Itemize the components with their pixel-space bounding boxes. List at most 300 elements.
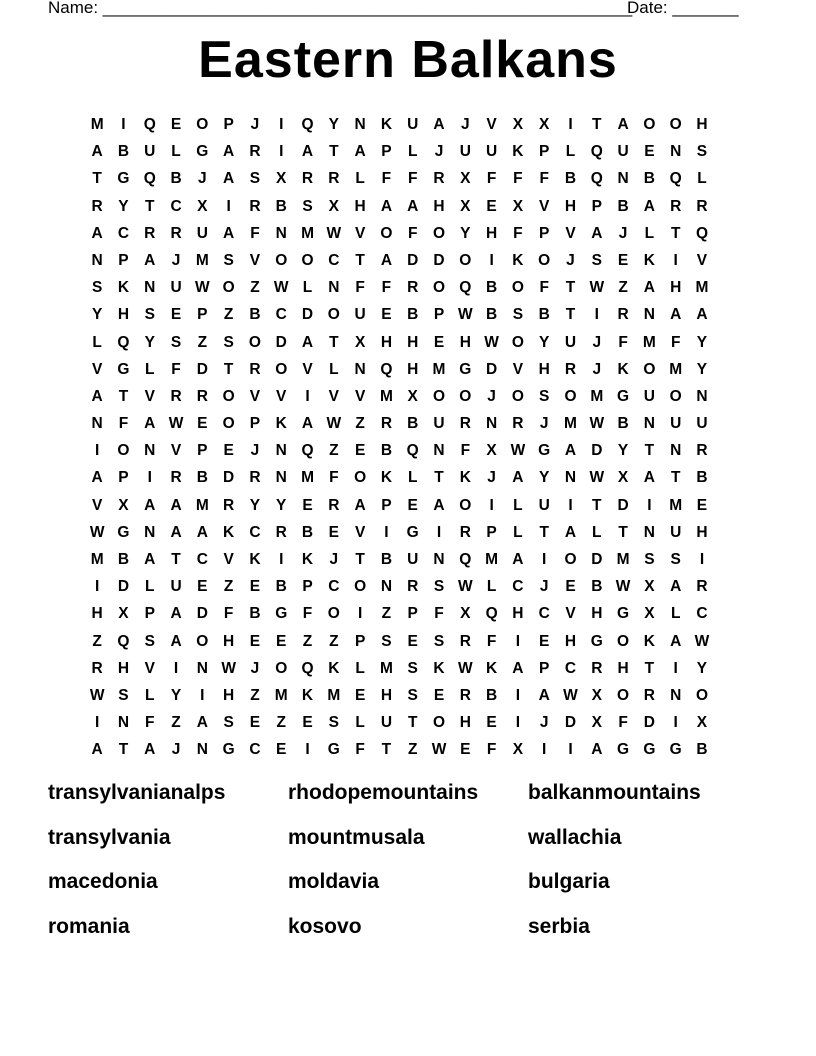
- grid-letter: O: [643, 360, 656, 378]
- grid-letter: H: [538, 360, 550, 378]
- grid-letter: O: [564, 551, 577, 568]
- grid-letter: U: [486, 143, 498, 161]
- grid-letter: L: [697, 170, 707, 188]
- grid-letter: O: [380, 224, 393, 242]
- word-row: [48, 823, 768, 868]
- grid-letter: U: [170, 578, 182, 596]
- grid-letter: R: [617, 306, 629, 324]
- grid-letter: N: [275, 224, 287, 242]
- grid-letter: L: [644, 224, 655, 242]
- grid-letter: R: [696, 578, 708, 596]
- grid-letter: A: [91, 741, 103, 759]
- grid-letter: A: [144, 415, 156, 433]
- grid-letter: F: [670, 333, 681, 351]
- grid-letter: E: [539, 632, 550, 650]
- grid-letter: S: [644, 551, 655, 568]
- grid-row: [84, 628, 715, 655]
- grid-letter: R: [91, 197, 103, 215]
- grid-letter: K: [380, 116, 393, 133]
- grid-letter: W: [326, 415, 342, 433]
- grid-letter: C: [196, 551, 208, 568]
- grid-letter: A: [354, 143, 366, 161]
- grid-letter: A: [564, 523, 577, 541]
- grid-letter: Q: [143, 170, 156, 188]
- grid-letter: V: [354, 224, 366, 242]
- grid-letter: T: [223, 360, 234, 378]
- grid-letter: M: [195, 496, 209, 514]
- grid-letter: U: [670, 523, 682, 541]
- grid-letter: S: [118, 686, 129, 704]
- grid-letter: P: [381, 496, 392, 514]
- grid-row: [84, 546, 715, 573]
- grid-letter: Q: [590, 143, 603, 161]
- grid-letter: X: [696, 714, 708, 732]
- grid-letter: S: [407, 686, 418, 704]
- grid-letter: I: [94, 578, 100, 596]
- grid-letter: B: [380, 551, 393, 568]
- grid-letter: K: [223, 523, 235, 541]
- grid-letter: R: [459, 415, 471, 433]
- grid-letter: X: [644, 605, 655, 623]
- grid-letter: I: [173, 659, 179, 677]
- grid-letter: C: [564, 659, 577, 677]
- grid-letter: A: [301, 333, 314, 351]
- grid-letter: Y: [276, 496, 287, 514]
- grid-letter: I: [305, 741, 310, 759]
- grid-letter: F: [171, 360, 181, 378]
- grid-letter: B: [696, 741, 708, 759]
- grid-letter: A: [170, 523, 182, 541]
- grid-letter: A: [170, 496, 182, 514]
- grid-letter: N: [433, 442, 445, 460]
- grid-letter: O: [459, 387, 472, 405]
- grid-letter: Z: [223, 578, 234, 596]
- grid-letter: K: [512, 251, 524, 269]
- grid-row: [84, 437, 715, 464]
- grid-letter: L: [145, 360, 155, 378]
- grid-letter: Q: [695, 224, 708, 242]
- grid-letter: S: [91, 279, 103, 297]
- grid-letter: A: [144, 496, 156, 514]
- grid-letter: I: [279, 116, 284, 133]
- word-list-item: balkanmountains: [528, 781, 701, 804]
- grid-letter: T: [118, 741, 129, 759]
- grid-letter: W: [273, 279, 289, 297]
- grid-letter: W: [484, 333, 499, 351]
- grid-letter: A: [591, 741, 603, 759]
- grid-letter: X: [460, 197, 471, 215]
- grid-letter: H: [223, 632, 235, 650]
- grid-letter: E: [170, 116, 182, 133]
- grid-letter: B: [117, 551, 130, 568]
- grid-letter: A: [223, 170, 235, 188]
- grid-letter: P: [223, 116, 234, 133]
- grid-row: [84, 492, 715, 519]
- grid-letter: D: [223, 469, 235, 487]
- grid-letter: F: [513, 170, 523, 188]
- grid-letter: M: [669, 496, 683, 514]
- grid-row: [84, 519, 715, 546]
- grid-letter: E: [565, 578, 576, 596]
- grid-letter: P: [197, 442, 208, 460]
- grid-letter: O: [327, 306, 340, 324]
- grid-letter: C: [538, 605, 550, 623]
- grid-letter: O: [432, 714, 446, 732]
- grid-letter: H: [117, 306, 130, 324]
- grid-letter: N: [380, 578, 393, 596]
- grid-letter: M: [616, 551, 630, 568]
- grid-letter: X: [617, 469, 629, 487]
- grid-letter: Q: [117, 333, 130, 351]
- grid-letter: I: [673, 251, 678, 269]
- grid-letter: Z: [276, 714, 286, 732]
- grid-letter: Q: [301, 442, 314, 460]
- grid-letter: E: [170, 306, 182, 324]
- grid-letter: I: [542, 551, 547, 568]
- grid-letter: O: [354, 578, 367, 596]
- grid-letter: T: [171, 551, 181, 568]
- grid-letter: L: [565, 143, 576, 161]
- grid-letter: N: [91, 251, 103, 269]
- grid-letter: L: [329, 360, 339, 378]
- letter-grid: [84, 111, 715, 764]
- grid-letter: B: [170, 170, 182, 188]
- grid-letter: T: [329, 143, 339, 161]
- grid-letter: B: [249, 306, 261, 324]
- grid-letter: V: [276, 387, 287, 405]
- grid-letter: Y: [696, 360, 708, 378]
- grid-letter: F: [539, 170, 549, 188]
- grid-letter: O: [275, 659, 288, 677]
- grid-letter: Q: [301, 659, 314, 677]
- grid-row: [84, 247, 715, 274]
- grid-letter: Y: [144, 333, 155, 351]
- grid-letter: R: [380, 415, 393, 433]
- grid-letter: X: [276, 170, 287, 188]
- grid-row: [84, 356, 715, 383]
- grid-letter: B: [407, 415, 419, 433]
- grid-letter: W: [510, 442, 526, 460]
- word-row: [48, 867, 768, 912]
- grid-letter: V: [249, 251, 261, 269]
- grid-letter: F: [223, 605, 234, 623]
- grid-letter: D: [564, 714, 577, 732]
- grid-letter: B: [380, 442, 393, 460]
- grid-letter: X: [512, 116, 524, 133]
- grid-letter: T: [145, 197, 155, 215]
- grid-letter: J: [592, 360, 602, 378]
- grid-letter: E: [407, 496, 418, 514]
- grid-letter: R: [170, 224, 182, 242]
- grid-letter: I: [94, 714, 100, 732]
- grid-letter: L: [171, 143, 181, 161]
- grid-letter: R: [459, 632, 471, 650]
- grid-letter: Z: [329, 632, 339, 650]
- grid-letter: W: [589, 279, 605, 297]
- grid-letter: N: [144, 523, 156, 541]
- grid-letter: I: [279, 143, 284, 161]
- page-title: Eastern Balkans: [198, 31, 618, 89]
- grid-letter: J: [618, 224, 628, 242]
- grid-letter: I: [147, 469, 152, 487]
- grid-letter: F: [407, 224, 418, 242]
- grid-letter: A: [380, 251, 393, 269]
- grid-letter: O: [538, 251, 551, 269]
- grid-letter: H: [564, 197, 577, 215]
- word-list-item: serbia: [528, 914, 590, 938]
- grid-letter: N: [643, 306, 655, 324]
- grid-letter: P: [197, 306, 208, 324]
- word-list-item: moldavia: [288, 870, 380, 894]
- grid-letter: R: [328, 496, 340, 514]
- grid-letter: X: [644, 578, 655, 596]
- grid-letter: O: [643, 116, 656, 133]
- grid-letter: Q: [485, 605, 498, 623]
- grid-row: [84, 573, 715, 600]
- grid-letter: X: [591, 714, 602, 732]
- grid-row: [84, 138, 715, 165]
- word-row: [48, 912, 768, 957]
- grid-letter: M: [379, 387, 393, 405]
- grid-letter: T: [565, 279, 576, 297]
- grid-letter: E: [486, 197, 497, 215]
- grid-letter: F: [381, 279, 392, 297]
- grid-letter: L: [513, 523, 523, 541]
- grid-letter: F: [355, 279, 365, 297]
- grid-letter: P: [302, 578, 313, 596]
- grid-letter: U: [354, 306, 366, 324]
- grid-letter: F: [539, 279, 549, 297]
- grid-letter: A: [433, 496, 445, 514]
- grid-letter: A: [512, 469, 524, 487]
- grid-letter: S: [302, 197, 313, 215]
- grid-letter: K: [643, 251, 655, 269]
- grid-letter: F: [118, 415, 129, 433]
- grid-letter: K: [328, 659, 340, 677]
- grid-letter: I: [568, 116, 573, 133]
- grid-letter: N: [643, 523, 655, 541]
- grid-letter: K: [512, 143, 524, 161]
- grid-letter: R: [275, 523, 287, 541]
- grid-row: [84, 165, 715, 192]
- grid-letter: J: [250, 659, 260, 677]
- grid-letter: H: [91, 605, 103, 623]
- grid-letter: T: [644, 659, 655, 677]
- grid-letter: O: [222, 279, 235, 297]
- grid-letter: K: [117, 279, 130, 297]
- grid-letter: N: [144, 279, 156, 297]
- grid-letter: C: [275, 306, 287, 324]
- grid-letter: V: [91, 360, 103, 378]
- grid-letter: C: [117, 224, 130, 242]
- grid-letter: H: [407, 360, 419, 378]
- grid-letter: A: [643, 469, 655, 487]
- grid-letter: Z: [618, 279, 628, 297]
- grid-letter: I: [515, 632, 521, 650]
- grid-letter: N: [670, 442, 682, 460]
- grid-letter: R: [433, 170, 445, 188]
- grid-letter: R: [196, 387, 208, 405]
- grid-letter: R: [696, 197, 708, 215]
- grid-letter: O: [695, 686, 708, 704]
- grid-letter: E: [197, 415, 208, 433]
- grid-letter: I: [568, 496, 573, 514]
- grid-letter: W: [168, 415, 184, 433]
- grid-letter: R: [512, 415, 524, 433]
- grid-letter: Y: [170, 686, 182, 704]
- grid-letter: G: [117, 170, 130, 188]
- grid-letter: A: [670, 632, 682, 650]
- grid-letter: U: [144, 143, 156, 161]
- grid-letter: X: [328, 197, 339, 215]
- grid-letter: M: [695, 279, 709, 297]
- grid-letter: Y: [91, 306, 103, 324]
- grid-letter: G: [617, 741, 630, 759]
- grid-letter: O: [222, 415, 235, 433]
- grid-letter: V: [696, 251, 708, 269]
- grid-letter: A: [538, 686, 550, 704]
- word-list-item: wallachia: [528, 825, 622, 849]
- grid-letter: A: [170, 605, 182, 623]
- grid-letter: Q: [117, 632, 130, 650]
- grid-letter: H: [564, 632, 577, 650]
- grid-row: [84, 655, 715, 682]
- grid-letter: F: [145, 714, 155, 732]
- grid-letter: O: [669, 387, 682, 405]
- grid-letter: O: [301, 251, 314, 269]
- grid-letter: Z: [250, 686, 260, 704]
- grid-letter: I: [699, 551, 705, 568]
- grid-letter: A: [301, 415, 314, 433]
- word-row: [48, 778, 768, 823]
- grid-letter: H: [459, 714, 471, 732]
- grid-letter: T: [670, 224, 681, 242]
- grid-letter: A: [223, 143, 235, 161]
- grid-letter: S: [144, 306, 155, 324]
- grid-letter: V: [539, 197, 550, 215]
- grid-letter: H: [354, 197, 366, 215]
- grid-letter: R: [249, 197, 261, 215]
- grid-letter: Z: [92, 632, 102, 650]
- grid-row: [84, 736, 715, 763]
- grid-letter: B: [486, 306, 498, 324]
- grid-letter: N: [670, 686, 682, 704]
- grid-letter: J: [566, 251, 575, 269]
- grid-letter: R: [249, 469, 261, 487]
- grid-letter: K: [617, 360, 629, 378]
- grid-letter: W: [89, 523, 105, 541]
- grid-letter: D: [486, 360, 498, 378]
- grid-letter: S: [512, 306, 524, 324]
- grid-letter: B: [591, 578, 603, 596]
- grid-letter: S: [696, 143, 708, 161]
- word-list-item: romania: [48, 914, 130, 938]
- grid-letter: P: [407, 605, 418, 623]
- word-list-item: kosovo: [288, 914, 362, 938]
- grid-letter: X: [512, 197, 524, 215]
- grid-letter: X: [354, 333, 366, 351]
- grid-letter: B: [617, 415, 629, 433]
- grid-letter: L: [302, 279, 313, 297]
- grid-letter: M: [195, 251, 209, 269]
- grid-letter: L: [407, 143, 418, 161]
- grid-letter: J: [539, 578, 549, 596]
- grid-letter: V: [170, 442, 182, 460]
- grid-letter: W: [694, 632, 710, 650]
- grid-letter: T: [539, 523, 549, 541]
- grid-letter: E: [249, 714, 261, 732]
- grid-letter: Y: [617, 442, 629, 460]
- grid-row: [84, 274, 715, 301]
- grid-row: [84, 709, 715, 736]
- grid-letter: C: [696, 605, 708, 623]
- grid-letter: Q: [459, 279, 472, 297]
- grid-row: [84, 600, 715, 627]
- grid-letter: P: [118, 251, 129, 269]
- grid-letter: W: [563, 686, 578, 704]
- grid-letter: G: [669, 741, 682, 759]
- grid-letter: M: [301, 224, 314, 242]
- grid-letter: T: [618, 523, 628, 541]
- grid-letter: J: [198, 170, 207, 188]
- grid-letter: B: [538, 306, 550, 324]
- grid-letter: N: [117, 714, 130, 732]
- grid-letter: T: [407, 714, 418, 732]
- grid-letter: A: [144, 551, 156, 568]
- grid-letter: X: [460, 170, 471, 188]
- grid-letter: B: [117, 143, 130, 161]
- grid-letter: V: [223, 551, 234, 568]
- grid-letter: S: [433, 632, 445, 650]
- grid-letter: N: [486, 415, 498, 433]
- grid-letter: T: [565, 306, 576, 324]
- grid-letter: Z: [197, 333, 208, 351]
- grid-letter: C: [249, 741, 261, 759]
- grid-letter: S: [223, 714, 234, 732]
- grid-letter: O: [327, 605, 340, 623]
- grid-letter: G: [222, 741, 235, 759]
- grid-letter: M: [301, 469, 314, 487]
- grid-letter: O: [432, 279, 446, 297]
- grid-row: [84, 193, 715, 220]
- grid-letter: Q: [590, 170, 603, 188]
- grid-row: [84, 410, 715, 437]
- grid-letter: O: [275, 360, 288, 378]
- grid-letter: A: [144, 741, 156, 759]
- grid-letter: F: [486, 170, 497, 188]
- grid-letter: B: [696, 469, 708, 487]
- grid-letter: E: [696, 496, 708, 514]
- grid-letter: E: [302, 496, 313, 514]
- grid-letter: U: [380, 714, 393, 732]
- grid-letter: I: [305, 387, 310, 405]
- grid-letter: K: [486, 659, 498, 677]
- grid-letter: U: [196, 224, 208, 242]
- grid-letter: X: [591, 686, 602, 704]
- grid-letter: A: [512, 551, 524, 568]
- grid-letter: H: [223, 686, 235, 704]
- grid-letter: J: [434, 143, 444, 161]
- grid-letter: F: [302, 605, 313, 623]
- grid-letter: O: [354, 469, 367, 487]
- grid-letter: D: [407, 251, 419, 269]
- grid-letter: R: [249, 143, 261, 161]
- grid-letter: R: [564, 360, 577, 378]
- grid-letter: O: [196, 116, 209, 133]
- grid-letter: W: [195, 279, 210, 297]
- grid-letter: W: [457, 306, 473, 324]
- grid-letter: J: [487, 469, 496, 487]
